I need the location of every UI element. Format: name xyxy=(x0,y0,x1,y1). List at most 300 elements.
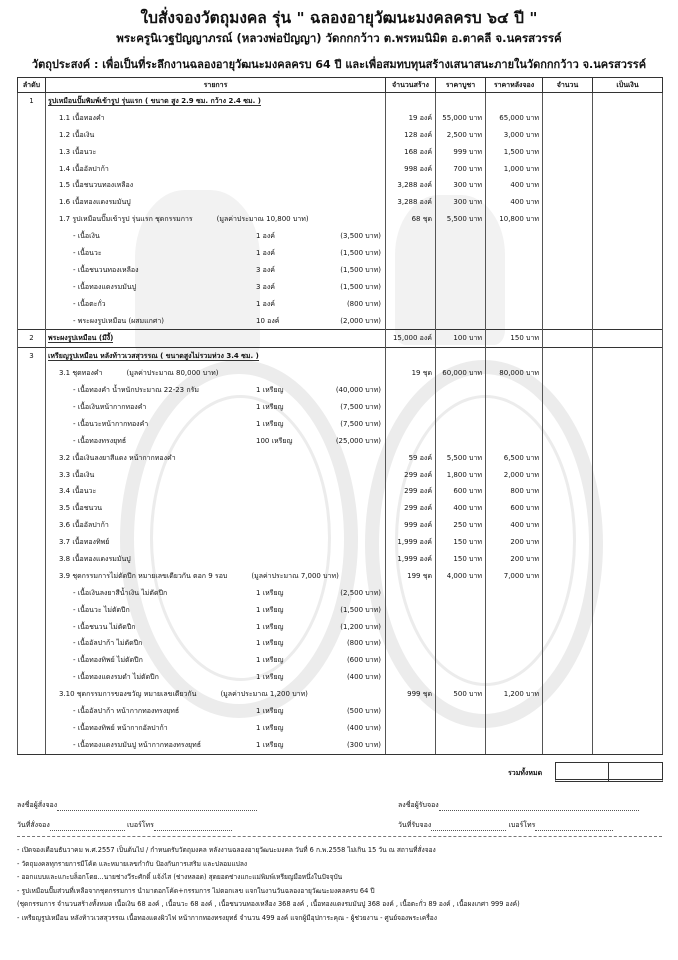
item-name: 3.6 เนื้ออัลปาก้า xyxy=(59,521,109,530)
total-label: รวมทั้งหมด xyxy=(508,769,543,777)
item-qty: 1 เหรียญ xyxy=(256,740,284,749)
table-row xyxy=(18,568,663,585)
row-number xyxy=(18,652,46,669)
row-number: 2 xyxy=(18,330,46,348)
table-row xyxy=(18,313,663,330)
after-price: 400 บาท xyxy=(486,177,543,194)
row-number: 1 xyxy=(18,93,46,110)
table-row xyxy=(18,619,663,636)
price: 4,000 บาท xyxy=(436,568,486,585)
price: 300 บาท xyxy=(436,194,486,211)
after-price xyxy=(486,636,543,653)
amount-input[interactable] xyxy=(593,93,663,110)
item-name: - เนื้อตะกั่ว xyxy=(73,299,106,308)
table-row xyxy=(18,161,663,178)
item-name: - เนื้อเงิน xyxy=(73,232,100,241)
item-qty: 10 องค์ xyxy=(256,316,280,325)
item-value: (2,500 บาท) xyxy=(340,588,381,597)
qty-input[interactable] xyxy=(543,211,593,228)
amount-input[interactable] xyxy=(593,534,663,551)
item-name: 1.4 เนื้ออัลปาก้า xyxy=(59,164,109,173)
item-value: (1,500 บาท) xyxy=(340,265,381,274)
note-line: - วัตถุมงคลทุกรายการมีโค้ด และหมายเลขกำกับ ป้องกันการเสริม และปลอมแปลง xyxy=(17,859,248,868)
row-number xyxy=(18,399,46,416)
item-name: 3.3 เนื้อเงิน xyxy=(59,470,95,479)
built-count xyxy=(386,602,436,619)
price: 300 บาท xyxy=(436,177,486,194)
qty-input[interactable] xyxy=(543,110,593,127)
row-number xyxy=(18,602,46,619)
price xyxy=(436,619,486,636)
price xyxy=(436,602,486,619)
built-count xyxy=(386,416,436,433)
after-price xyxy=(486,619,543,636)
built-count: 19 ชุด xyxy=(386,365,436,382)
table-row xyxy=(18,194,663,211)
row-number xyxy=(18,262,46,279)
price xyxy=(436,720,486,737)
item-cell xyxy=(46,382,386,399)
table-row xyxy=(18,433,663,450)
after-price xyxy=(486,399,543,416)
item-name: 1.3 เนื้อนวะ xyxy=(59,147,97,156)
col-header-item: รายการ xyxy=(46,78,386,93)
built-count: 59 องค์ xyxy=(386,450,436,467)
item-cell xyxy=(46,669,386,686)
qty-input[interactable] xyxy=(543,585,593,602)
table-row xyxy=(18,110,663,127)
item-name: พระผงรูปเหมือน (มีงี้) xyxy=(48,334,114,343)
after-price: 150 บาท xyxy=(486,330,543,348)
after-price: 400 บาท xyxy=(486,194,543,211)
item-value-note: (มูลค่าประมาณ 10,800 บาท) xyxy=(216,215,309,224)
row-number xyxy=(18,110,46,127)
amount-input[interactable] xyxy=(593,703,663,720)
col-header-no: ลำดับ xyxy=(18,78,46,93)
col-header-after-price: ราคาหลังจอง xyxy=(486,78,543,93)
item-qty: 1 เหรียญ xyxy=(256,723,284,732)
divider xyxy=(17,836,662,837)
qty-input[interactable] xyxy=(543,382,593,399)
orderer-signature[interactable] xyxy=(17,800,257,811)
qty-input[interactable] xyxy=(543,737,593,754)
item-cell xyxy=(46,313,386,330)
amount-input[interactable] xyxy=(593,602,663,619)
amount-input[interactable] xyxy=(593,450,663,467)
price xyxy=(436,93,486,110)
item-cell xyxy=(46,110,386,127)
amount-input[interactable] xyxy=(593,433,663,450)
item-name: - เนื้ออัลปาก้า ไม่ตัดปีก xyxy=(73,639,143,648)
amount-input[interactable] xyxy=(593,619,663,636)
qty-input[interactable] xyxy=(543,703,593,720)
after-price xyxy=(486,262,543,279)
qty-input[interactable] xyxy=(543,433,593,450)
after-price xyxy=(486,703,543,720)
built-count: 299 องค์ xyxy=(386,500,436,517)
amount-input[interactable] xyxy=(593,483,663,500)
after-price: 600 บาท xyxy=(486,500,543,517)
amount-input[interactable] xyxy=(593,551,663,568)
amount-input[interactable] xyxy=(593,110,663,127)
amount-input[interactable] xyxy=(593,585,663,602)
row-number xyxy=(18,517,46,534)
page-title: ใบสั่งจองวัตถุมงคล รุ่น " ฉลองอายุวัฒนะมงคลครบ ๖๔ ปี " xyxy=(140,9,538,27)
after-price: 3,000 บาท xyxy=(486,127,543,144)
qty-input[interactable] xyxy=(543,500,593,517)
qty-input[interactable] xyxy=(543,669,593,686)
item-cell xyxy=(46,161,386,178)
row-number xyxy=(18,127,46,144)
amount-input[interactable] xyxy=(593,228,663,245)
qty-input[interactable] xyxy=(543,228,593,245)
qty-input[interactable] xyxy=(543,467,593,484)
item-cell xyxy=(46,245,386,262)
price: 5,500 บาท xyxy=(436,450,486,467)
amount-input[interactable] xyxy=(593,194,663,211)
table-row xyxy=(18,382,663,399)
built-count: 15,000 องค์ xyxy=(386,330,436,348)
item-cell xyxy=(46,450,386,467)
amount-input[interactable] xyxy=(593,296,663,313)
table-row xyxy=(18,500,663,517)
amount-input[interactable] xyxy=(593,399,663,416)
amount-input[interactable] xyxy=(593,568,663,585)
built-count xyxy=(386,737,436,754)
row-number xyxy=(18,483,46,500)
row-number xyxy=(18,382,46,399)
item-cell xyxy=(46,686,386,703)
table-row xyxy=(18,127,663,144)
col-header-built: จำนวนสร้าง xyxy=(386,78,436,93)
qty-input[interactable] xyxy=(543,330,593,348)
item-cell xyxy=(46,517,386,534)
qty-input[interactable] xyxy=(543,245,593,262)
qty-input[interactable] xyxy=(543,177,593,194)
table-row xyxy=(18,296,663,313)
row-number xyxy=(18,619,46,636)
row-number xyxy=(18,467,46,484)
item-qty: 1 เหรียญ xyxy=(256,588,284,597)
built-count xyxy=(386,93,436,110)
amount-input[interactable] xyxy=(593,500,663,517)
row-number xyxy=(18,144,46,161)
row-number xyxy=(18,737,46,754)
item-name: 3.8 เนื้อทองแดงรมมันปู xyxy=(59,554,131,563)
built-count: 68 ชุด xyxy=(386,211,436,228)
item-cell xyxy=(46,433,386,450)
after-price: 200 บาท xyxy=(486,534,543,551)
built-count: 3,288 องค์ xyxy=(386,177,436,194)
amount-input[interactable] xyxy=(593,330,663,348)
qty-input[interactable] xyxy=(543,450,593,467)
after-price xyxy=(486,737,543,754)
amount-input[interactable] xyxy=(593,669,663,686)
qty-input[interactable] xyxy=(543,348,593,365)
table-row xyxy=(18,602,663,619)
item-name: 1.1 เนื้อทองคำ xyxy=(59,113,105,122)
row-number xyxy=(18,720,46,737)
item-value: (1,500 บาท) xyxy=(340,282,381,291)
item-value: (40,000 บาท) xyxy=(335,386,381,395)
item-qty: 1 เหรียญ xyxy=(256,386,284,395)
item-cell xyxy=(46,636,386,653)
item-qty: 1 เหรียญ xyxy=(256,639,284,648)
built-count xyxy=(386,279,436,296)
row-number xyxy=(18,433,46,450)
amount-input[interactable] xyxy=(593,737,663,754)
amount-input[interactable] xyxy=(593,348,663,365)
item-qty: 1 เหรียญ xyxy=(256,656,284,665)
item-cell xyxy=(46,551,386,568)
amount-input[interactable] xyxy=(593,262,663,279)
after-price: 200 บาท xyxy=(486,551,543,568)
table-row xyxy=(18,144,663,161)
table-row xyxy=(18,551,663,568)
amount-input[interactable] xyxy=(593,636,663,653)
amount-input[interactable] xyxy=(593,720,663,737)
item-value: (2,000 บาท) xyxy=(340,316,381,325)
item-name: 1.7 รูปเหมือนปั๊มเข้ารูป รุ่นแรก ชุดกรรมการ xyxy=(59,215,193,224)
qty-input[interactable] xyxy=(543,365,593,382)
row-number xyxy=(18,500,46,517)
qty-input[interactable] xyxy=(543,517,593,534)
order-date-field[interactable] xyxy=(17,820,232,831)
built-count xyxy=(386,636,436,653)
qty-input[interactable] xyxy=(543,399,593,416)
row-number xyxy=(18,313,46,330)
built-count xyxy=(386,262,436,279)
built-count: 19 องค์ xyxy=(386,110,436,127)
built-count xyxy=(386,433,436,450)
item-value: (3,500 บาท) xyxy=(340,232,381,241)
qty-input[interactable] xyxy=(543,279,593,296)
amount-input[interactable] xyxy=(593,517,663,534)
price xyxy=(436,433,486,450)
item-value: (500 บาท) xyxy=(346,707,381,715)
built-count xyxy=(386,228,436,245)
item-name: - เนื้อเงินลงยาสีน้ำเงิน ไม่ตัดปีก xyxy=(73,588,168,597)
item-name: 3.10 ชุดกรรมการของขวัญ หมายเลขเดียวกัน xyxy=(59,690,197,699)
item-name: 3.4 เนื้อนวะ xyxy=(59,487,97,496)
built-count: 3,288 องค์ xyxy=(386,194,436,211)
amount-input[interactable] xyxy=(593,245,663,262)
after-price: 10,800 บาท xyxy=(486,211,543,228)
receiver-signature[interactable] xyxy=(398,800,639,811)
item-name: - เนื้อนวะหน้ากากทองคำ xyxy=(73,419,149,428)
item-qty: 1 เหรียญ xyxy=(256,707,284,715)
amount-input[interactable] xyxy=(593,382,663,399)
row-number xyxy=(18,669,46,686)
price: 700 บาท xyxy=(436,161,486,178)
item-cell xyxy=(46,262,386,279)
qty-input[interactable] xyxy=(543,686,593,703)
item-name: 3.5 เนื้อชนวน xyxy=(59,504,102,513)
qty-input[interactable] xyxy=(543,720,593,737)
item-value: (7,500 บาท) xyxy=(340,419,381,428)
price: 2,500 บาท xyxy=(436,127,486,144)
row-number xyxy=(18,279,46,296)
table-header-row xyxy=(18,78,663,93)
amount-input[interactable] xyxy=(593,365,663,382)
page-subtitle: พระครูนิเวฐปัญญาภรณ์ (หลวงพ่อปัญญา) วัดกกกว้าว ต.พรหมนิมิต อ.ตาคลี จ.นครสวรรค์ xyxy=(116,31,562,45)
price xyxy=(436,296,486,313)
item-cell xyxy=(46,144,386,161)
item-cell xyxy=(46,483,386,500)
item-cell xyxy=(46,500,386,517)
price xyxy=(436,262,486,279)
qty-input[interactable] xyxy=(543,161,593,178)
built-count xyxy=(386,585,436,602)
item-value-note: (มูลค่าประมาณ 80,000 บาท) xyxy=(126,369,219,378)
amount-input[interactable] xyxy=(593,467,663,484)
item-cell xyxy=(46,467,386,484)
qty-input[interactable] xyxy=(543,194,593,211)
item-name: - พระผงรูปเหมือน (ผสมแกศา) xyxy=(73,316,165,325)
built-count xyxy=(386,348,436,365)
row-number xyxy=(18,365,46,382)
item-name: 1.2 เนื้อเงิน xyxy=(59,130,95,139)
total-box[interactable] xyxy=(555,762,609,782)
item-qty: 1 องค์ xyxy=(256,299,275,308)
qty-input[interactable] xyxy=(543,416,593,433)
amount-input[interactable] xyxy=(593,686,663,703)
amount-input[interactable] xyxy=(593,652,663,669)
item-qty: 100 เหรียญ xyxy=(256,436,293,445)
row-number xyxy=(18,177,46,194)
item-cell xyxy=(46,348,386,365)
amount-input[interactable] xyxy=(593,177,663,194)
table-row xyxy=(18,177,663,194)
item-value: (1,500 บาท) xyxy=(340,605,381,614)
item-cell xyxy=(46,330,386,348)
after-price: 6,500 บาท xyxy=(486,450,543,467)
total-amount-box[interactable] xyxy=(608,762,663,782)
qty-input[interactable] xyxy=(543,636,593,653)
after-price: 7,000 บาท xyxy=(486,568,543,585)
row-number xyxy=(18,211,46,228)
qty-input[interactable] xyxy=(543,602,593,619)
qty-input[interactable] xyxy=(543,568,593,585)
after-price: 2,000 บาท xyxy=(486,467,543,484)
qty-input[interactable] xyxy=(543,144,593,161)
item-qty: 1 องค์ xyxy=(256,248,275,257)
table-row xyxy=(18,585,663,602)
item-name: - เนื้อทองทิพย์ ไม่ตัดปีก xyxy=(73,656,143,665)
built-count: 1,999 องค์ xyxy=(386,551,436,568)
built-count xyxy=(386,669,436,686)
item-name: - เนื้อนวะ xyxy=(73,248,102,257)
after-price xyxy=(486,652,543,669)
after-price xyxy=(486,585,543,602)
order-date-label: วันที่สั่งจอง xyxy=(17,821,50,829)
amount-input[interactable] xyxy=(593,313,663,330)
table-row xyxy=(18,720,663,737)
item-name: - เนื้อทองแดงรมมันปู xyxy=(73,282,137,291)
row-number xyxy=(18,686,46,703)
price: 55,000 บาท xyxy=(436,110,486,127)
qty-input[interactable] xyxy=(543,652,593,669)
purpose-line: วัตถุประสงค์ : เพื่อเป็นที่ระลึกงานฉลองอายุวัฒนะมงคลครบ 64 ปี และเพื่อสมทบทุนสร้างเสนาสนะภายในวัดกกกว้าว จ.นครสวรรค์ xyxy=(31,58,647,71)
item-name: - เนื้อนวะ ไม่ตัดปีก xyxy=(73,605,130,614)
amount-input[interactable] xyxy=(593,127,663,144)
orderer-label: ลงชื่อผู้สั่งจอง xyxy=(17,801,58,809)
price xyxy=(436,399,486,416)
built-count: 168 องค์ xyxy=(386,144,436,161)
row-number xyxy=(18,228,46,245)
built-count: 299 องค์ xyxy=(386,483,436,500)
note-line: (ชุดกรรมการ จำนวนสร้างทั้งหมด เนื้อเงิน 68 องค์ , เนื้อนวะ 68 องค์ , เนื้อชนวนทองเหลือง 368 องค์ , เนื้อทองแดงรมมันปู 368 องค์ , เนื้อตะกั่ว 89 องค์ , เนื้อผงเกศา 999 องค์) xyxy=(17,900,520,908)
after-price: 800 บาท xyxy=(486,483,543,500)
item-name: - เนื้อทองแดงรมดำ ไม่ตัดปีก xyxy=(73,673,159,682)
item-cell xyxy=(46,399,386,416)
after-price xyxy=(486,279,543,296)
item-value: (600 บาท) xyxy=(346,656,381,665)
table-row xyxy=(18,245,663,262)
receive-date-label: วันที่รับจอง xyxy=(398,821,432,829)
item-cell xyxy=(46,416,386,433)
amount-input[interactable] xyxy=(593,416,663,433)
table-row xyxy=(18,534,663,551)
item-value-note: (มูลค่าประมาณ 1,200 บาท) xyxy=(220,690,308,699)
item-cell xyxy=(46,365,386,382)
item-name: 3.1 ชุดทองคำ xyxy=(59,369,103,378)
after-price xyxy=(486,382,543,399)
item-name: - เนื้อทองทรงยุทธ์ xyxy=(73,436,127,445)
item-qty: 3 องค์ xyxy=(256,265,275,274)
qty-input[interactable] xyxy=(543,619,593,636)
built-count xyxy=(386,720,436,737)
amount-input[interactable] xyxy=(593,211,663,228)
built-count xyxy=(386,399,436,416)
built-count: 998 องค์ xyxy=(386,161,436,178)
qty-input[interactable] xyxy=(543,551,593,568)
amount-input[interactable] xyxy=(593,279,663,296)
orderer-phone-label: เบอร์โทร xyxy=(126,821,154,829)
item-value: (400 บาท) xyxy=(346,673,381,682)
amount-input[interactable] xyxy=(593,144,663,161)
qty-input[interactable] xyxy=(543,93,593,110)
receive-date-field[interactable] xyxy=(398,820,613,831)
qty-input[interactable] xyxy=(543,534,593,551)
note-line: - เหรียญรูปเหมือน หลังท้าวเวสสุวรรณ เนื้อทองแดงผิวไฟ หน้ากากทองทรงยุทธ์ จำนวน 499 องค์ แจกผู้มีอุปการะคุณ - ผู้ช่วยงาน - ศูนย์จองพระเครื่อง xyxy=(17,913,437,922)
built-count xyxy=(386,652,436,669)
price: 150 บาท xyxy=(436,534,486,551)
item-cell xyxy=(46,279,386,296)
col-header-qty: จำนวน xyxy=(543,78,593,93)
amount-input[interactable] xyxy=(593,161,663,178)
qty-input[interactable] xyxy=(543,313,593,330)
item-name: 3.9 ชุดกรรมการไม่ตัดปีก หมายเลขเดียวกัน ตอก 9 รอบ xyxy=(59,571,228,580)
price xyxy=(436,737,486,754)
item-value-note: (มูลค่าประมาณ 7,000 บาท) xyxy=(251,571,339,580)
price: 100 บาท xyxy=(436,330,486,348)
qty-input[interactable] xyxy=(543,296,593,313)
after-price: 80,000 บาท xyxy=(486,365,543,382)
item-qty: 1 องค์ xyxy=(256,232,275,241)
row-number xyxy=(18,194,46,211)
item-value: (1,200 บาท) xyxy=(340,622,381,631)
receiver-phone-label: เบอร์โทร xyxy=(508,821,536,829)
qty-input[interactable] xyxy=(543,127,593,144)
note-line: - เปิดจองเดือนธันวาคม พ.ศ.2557 เป็นต้นไป / กำหนดรับวัตถุมงคล หลังงานฉลองอายุวัฒนะมงคล วันที่ 6 ก.พ.2558 ไม่เกิน 15 วัน ณ สถานที่สั่งจอง xyxy=(17,846,436,854)
qty-input[interactable] xyxy=(543,483,593,500)
item-value: (7,500 บาท) xyxy=(340,402,381,411)
after-price xyxy=(486,602,543,619)
row-number xyxy=(18,551,46,568)
qty-input[interactable] xyxy=(543,262,593,279)
after-price xyxy=(486,245,543,262)
